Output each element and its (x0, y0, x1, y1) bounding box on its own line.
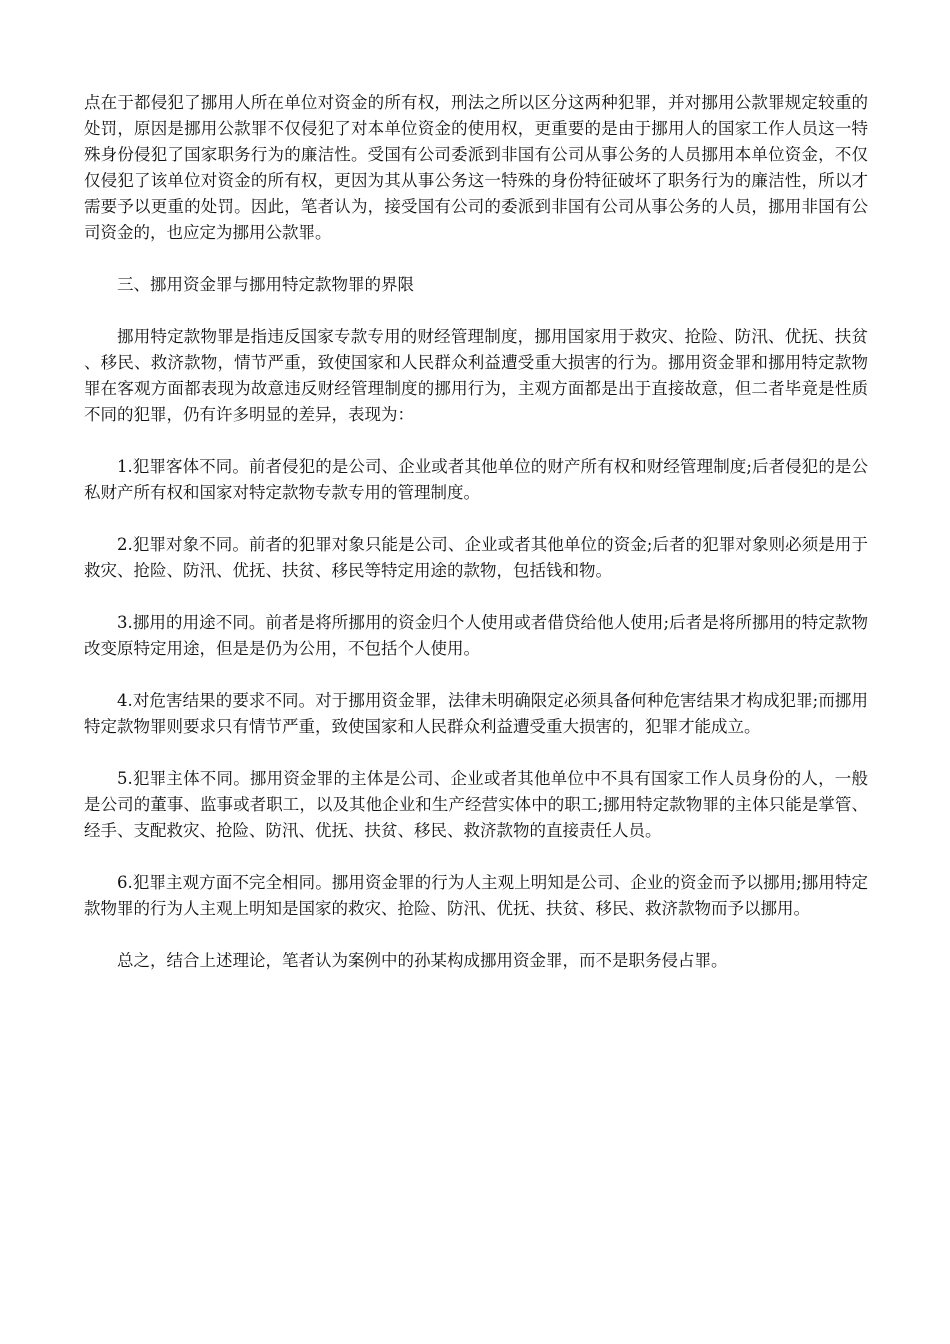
paragraph-continuation: 点在于都侵犯了挪用人所在单位对资金的所有权，刑法之所以区分这两种犯罪，并对挪用公款罪规定较重的处罚，原因是挪用公款罪不仅侵犯了对本单位资金的使用权，更重要的是由于挪用人的国家工作人员这一特殊身份侵犯了国家职务行为的廉洁性。受国有公司委派到非国有公司从事公务的人员挪用本单位资金，不仅仅侵犯了该单位对资金的所有权，更因为其从事公务这一特殊的身份特征破坏了职务行为的廉洁性，所以才需要予以更重的处罚。因此，笔者认为，接受国有公司的委派到非国有公司从事公务的人员，挪用非国有公司资金的，也应定为挪用公款罪。 (84, 93, 868, 242)
list-item-4: 4.对危害结果的要求不同。对于挪用资金罪，法律未明确限定必须具备何种危害结果才构成犯罪;而挪用特定款物罪则要求只有情节严重，致使国家和人民群众利益遭受重大损害的，犯罪才能成立。 (84, 691, 868, 736)
paragraph-definition: 挪用特定款物罪是指违反国家专款专用的财经管理制度，挪用国家用于救灾、抢险、防汛、优抚、扶贫、移民、救济款物，情节严重，致使国家和人民群众利益遭受重大损害的行为。挪用资金罪和挪用特定款物罪在客观方面都表现为故意违反财经管理制度的挪用行为，主观方面都是出于直接故意，但二者毕竟是性质不同的犯罪，仍有许多明显的差异，表现为： (84, 327, 868, 424)
list-item-6: 6.犯罪主观方面不完全相同。挪用资金罪的行为人主观上明知是公司、企业的资金而予以挪用;挪用特定款物罪的行为人主观上明知是国家的救灾、抢险、防汛、优抚、扶贫、移民、救济款物而予以挪用。 (84, 873, 868, 918)
section-heading: 三、挪用资金罪与挪用特定款物罪的界限 (117, 275, 414, 294)
list-item-1: 1.犯罪客体不同。前者侵犯的是公司、企业或者其他单位的财产所有权和财经管理制度;后者侵犯的是公私财产所有权和国家对特定款物专款专用的管理制度。 (84, 457, 868, 502)
list-item-2: 2.犯罪对象不同。前者的犯罪对象只能是公司、企业或者其他单位的资金;后者的犯罪对象则必须是用于救灾、抢险、防汛、优抚、扶贫、移民等特定用途的款物，包括钱和物。 (84, 535, 868, 580)
list-item-5: 5.犯罪主体不同。挪用资金罪的主体是公司、企业或者其他单位中不具有国家工作人员身份的人，一般是公司的董事、监事或者职工，以及其他企业和生产经营实体中的职工;挪用特定款物罪的主体只能是掌管、经手、支配救灾、抢险、防汛、优抚、扶贫、移民、救济款物的直接责任人员。 (84, 769, 868, 840)
list-item-3: 3.挪用的用途不同。前者是将所挪用的资金归个人使用或者借贷给他人使用;后者是将所挪用的特定款物改变原特定用途，但是是仍为公用，不包括个人使用。 (84, 613, 868, 658)
paragraph-conclusion: 总之，结合上述理论，笔者认为案例中的孙某构成挪用资金罪，而不是职务侵占罪。 (117, 951, 728, 970)
document-page (84, 90, 868, 1000)
